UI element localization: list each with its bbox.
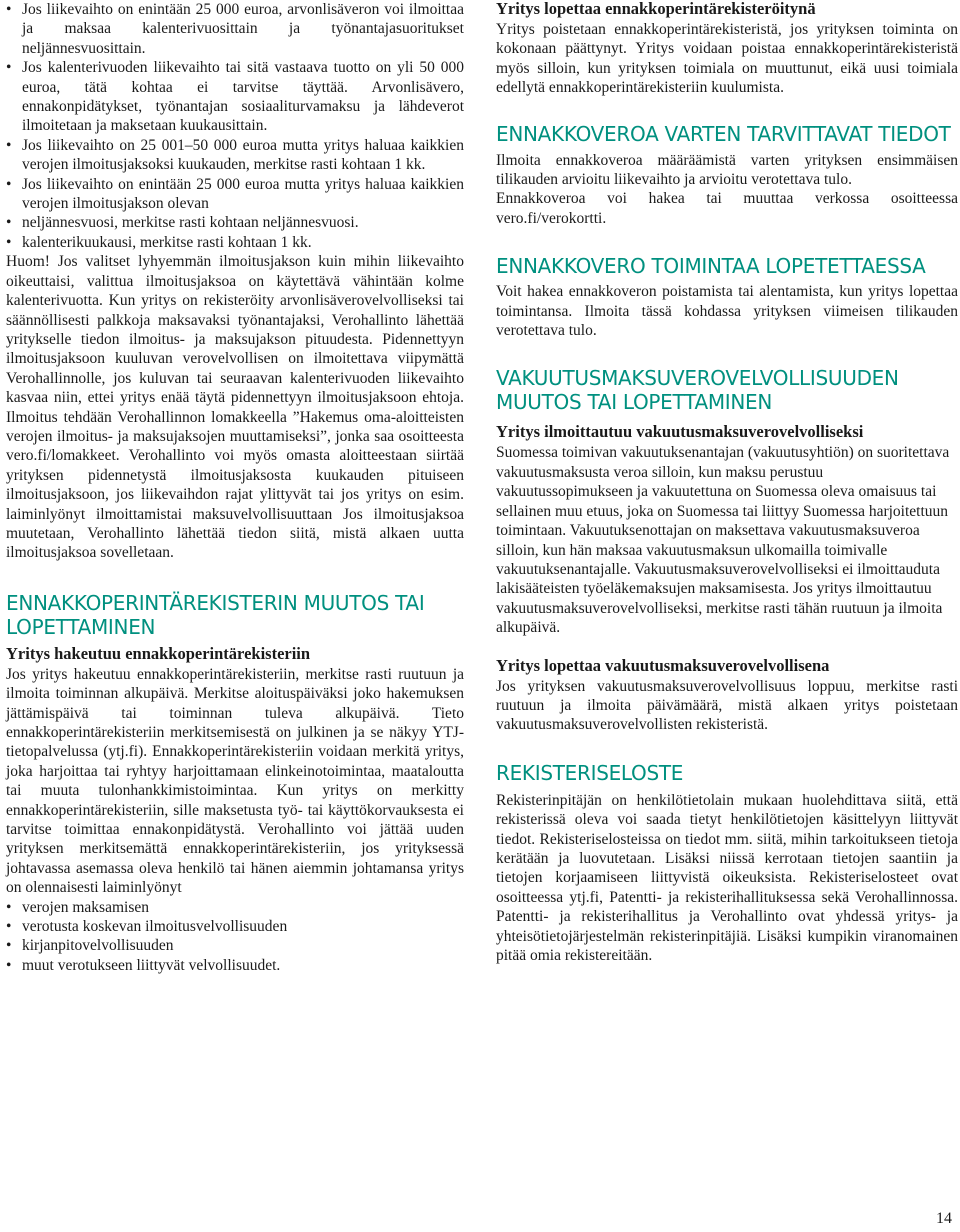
list-item: • muut verotukseen liittyvät velvollisuudet. xyxy=(6,956,281,974)
body-paragraph: Ilmoita ennakkoveroa määräämistä varten yrityksen ensimmäisen tilikauden arvioitu liikevaihto ja arvioitu verotettava tulo. xyxy=(496,151,958,189)
neglect-list xyxy=(6,898,464,976)
note-paragraph: Huom! Jos valitset lyhyemmän ilmoitusjakson kuin mihin liikevaihto oikeuttaisi, valittua ilmoitusjaksoa on käytettävä vähintään kolme kalenterivuotta. Kun yritys on rekisteröity arvonlisäverovelvolliseksi tai säännöllisesti palkkoja maksavaksi työnantajaksi, Verohallinto lähettää yritykselle tiedon ilmoitus- ja maksujakson pituudesta. Pidennettyyn ilmoitusjaksoon kuuluvan verovelvollisen on ilmoitettava viipymättä Verohallinnolle, jos kuluvan tai seuraavan kalenterivuoden liikevaihto kasvaa niin, ettei yritys enää täytä pidennettyyn ilmoitusjaksoon ehtoja. Ilmoitus tehdään Verohallinnon lomakkeella ”Hakemus oma-aloitteisten verojen ilmoitus- ja maksujaksojen muuttamiseksi”, jonka saa osoitteesta vero.fi/lomakkeet. Verohallinto voi myös omasta aloitteestaan siirtää yrityksen pidennetystä ilmoitusjaksosta kuukauden pituiseen ilmoitusjaksoon, jos liikevaihdon rajat ylittyvät tai jos yritys on esim. laiminlyönyt ilmoittamistai maksuvelvollisuuttaan Jos ilmoitusjaksoa muutetaan, Verohallinto lähettää tiedon siitä, mistä alkaen uutta ilmoitusjaksoa sovelletaan. xyxy=(6,253,464,562)
list-item: • kirjanpitovelvollisuuden xyxy=(6,937,174,955)
left-column xyxy=(6,0,464,975)
reporting-period-list xyxy=(6,0,464,252)
subsection-heading: Yritys ilmoittautuu vakuutusmaksuverovelvolliseksi xyxy=(496,422,864,442)
list-item: • verotusta koskevan ilmoitusvelvollisuuden xyxy=(6,918,288,936)
subsection-heading: Yritys lopettaa ennakkoperintärekisteröitynä xyxy=(496,0,816,18)
subsection-heading: Yritys lopettaa vakuutusmaksuverovelvollisena xyxy=(496,655,830,675)
list-item: • kalenterikuukausi, merkitse rasti kohtaan 1 kk. xyxy=(6,233,312,251)
body-paragraph: Voit hakea ennakkoveron poistamista tai alentamista, kun yritys lopettaa toimintansa. Ilmoita tässä kohdassa yrityksen viimeisen tilikauden verotettava tulo. xyxy=(496,283,958,340)
section-heading: ENNAKKOPERINTÄREKISTERIN MUUTOS TAI LOPETTAMINEN xyxy=(6,590,425,639)
page-number: 14 xyxy=(936,1210,952,1227)
body-paragraph: Rekisterinpitäjän on henkilötietolain mukaan huolehdittava siitä, että rekisterissä oleva voi saada tietyt henkilötietojen käsittelyyn liittyvät tiedot. Rekisteriselosteissa on tiedot mm. siitä, mihin tarkoitukseen tietoja kerätään ja luovutetaan. Lisäksi niissä kerrotaan tietojen saantiin ja tietojen korjaamiseen liittyvistä oikeuksista. Rekisteriselosteet ovat osoitteessa ytj.fi, Patentti- ja rekisterihallituksessa sekä Verohallinnossa. Patentti- ja rekisterihallitus ja Verohallinto ovat yhdessä yritys- ja yhteisötietojärjestelmän rekisterinpitäjiä. Lisäksi kumpikin viranomainen pitää omia rekistereitään. xyxy=(496,791,958,964)
list-item: • neljännesvuosi, merkitse rasti kohtaan neljännesvuosi. xyxy=(6,214,359,232)
body-paragraph: Jos yritys hakeutuu ennakkoperintärekisteriin, merkitse rasti ruutuun ja ilmoita toiminnan alkupäivä. Merkitse aloituspäiväksi joko hakemuksen jättämispäivä tai toiminnan tuleva alkupäivä. Tieto ennakkoperintärekisteriin merkitsemisestä on julkinen ja se näkyy YTJ-tietopalvelussa (ytj.fi). Ennakkoperintärekisteriin voidaan merkitä yritys, joka harjoittaa tai ryhtyy harjoittamaan elinkeinotoimintaa, maataloutta tai muuta tulonhankkimistoimintaa. Kun yritys on merkitty ennakkoperintärekisteriin, sille maksetusta työ- tai käyttökorvauksesta ei tarvitse toimittaa ennakonpidätystä. Verohallinto voi jättää uuden yrityksen merkitsemättä ennakkoperintärekisteriin, jos yrityksessä johtavassa asemassa oleva henkilö tai hänen aiemmin johtamansa yritys on olennaisesti laiminlyönyt xyxy=(6,665,464,897)
subsection-heading: Yritys hakeutuu ennakkoperintärekisteriin xyxy=(6,643,311,663)
body-paragraph: Suomessa toimivan vakuutuksenantajan (vakuutusyhtiön) on suoritettava vakuutusmaksusta veroa silloin, kun maksu perustuu vakuutussopimukseen ja vakuutettuna on Suomessa oleva omaisuus tai sellainen muu etuus, joka on Suomessa tai liittyy Suomessa harjoitettuun toimintaan. Vakuutuksenottajan on maksettava vakuutusmaksuveroa silloin, kun hän maksaa vakuutusmaksun ulkomailla toimivalle vakuutuksenantajalle. Vakuutusmaksuverovelvolliseksi ei ilmoittauduta lakisääteisten työeläkemaksujen maksamisesta. Jos yritys ilmoittautuu vakuutusmaksuverovelvolliseksi, merkitse rasti tähän ruutuun ja ilmoita alkupäivä. xyxy=(496,444,950,637)
body-paragraph: Jos yrityksen vakuutusmaksuverovelvollisuus loppuu, merkitse rasti ruutuun ja ilmoita päivämäärä, mistä alkaen yritys poistetaan vakuutusmaksuverovelvollisten rekisteristä. xyxy=(496,677,958,734)
section-heading: REKISTERISELOSTE xyxy=(496,760,684,785)
list-item: • Jos kalenterivuoden liikevaihto tai sitä vastaava tuotto on yli 50 000 euroa, tätä kohtaa ei tarvitse täyttää. Arvonlisävero, ennakonpidätykset, työnantajan sosiaaliturvamaksu ja lähdeverot ilmoitetaan ja maksetaan kuukausittain. xyxy=(6,59,464,135)
body-paragraph: Ennakkoveroa voi hakea tai muuttaa verkossa osoitteessa vero.fi/verokortti. xyxy=(496,190,958,227)
right-column xyxy=(496,0,958,965)
section-heading: ENNAKKOVEROA VARTEN TARVITTAVAT TIEDOT xyxy=(496,121,951,146)
list-item: • verojen maksamisen xyxy=(6,898,149,916)
section-heading: ENNAKKOVERO TOIMINTAA LOPETETTAESSA xyxy=(496,254,926,279)
body-paragraph: Yritys poistetaan ennakkoperintärekisteristä, jos yrityksen toiminta on kokonaan päättynyt. Yritys voidaan poistaa ennakkoperintärekisteristä myös silloin, kun yrityksen toimiala on muuttunut, eikä uusi toimiala edellytä ennakkoperintärekisteriin kuulumista. xyxy=(496,21,958,97)
section-heading: VAKUUTUSMAKSUVEROVELVOLLISUUDEN MUUTOS TAI LOPETTAMINEN xyxy=(496,366,899,415)
list-item: • Jos liikevaihto on 25 001–50 000 euroa mutta yritys haluaa kaikkien verojen ilmoitusjaksoksi kuukauden, merkitse rasti kohtaan 1 kk. xyxy=(6,136,464,174)
list-item: • Jos liikevaihto on enintään 25 000 euroa, arvonlisäveron voi ilmoittaa ja maksaa kalenterivuosittain ja työnantajasuoritukset neljännesvuosittain. xyxy=(6,1,464,57)
list-item: • Jos liikevaihto on enintään 25 000 euroa mutta yritys haluaa kaikkien verojen ilmoitusjakson olevan xyxy=(6,175,464,213)
